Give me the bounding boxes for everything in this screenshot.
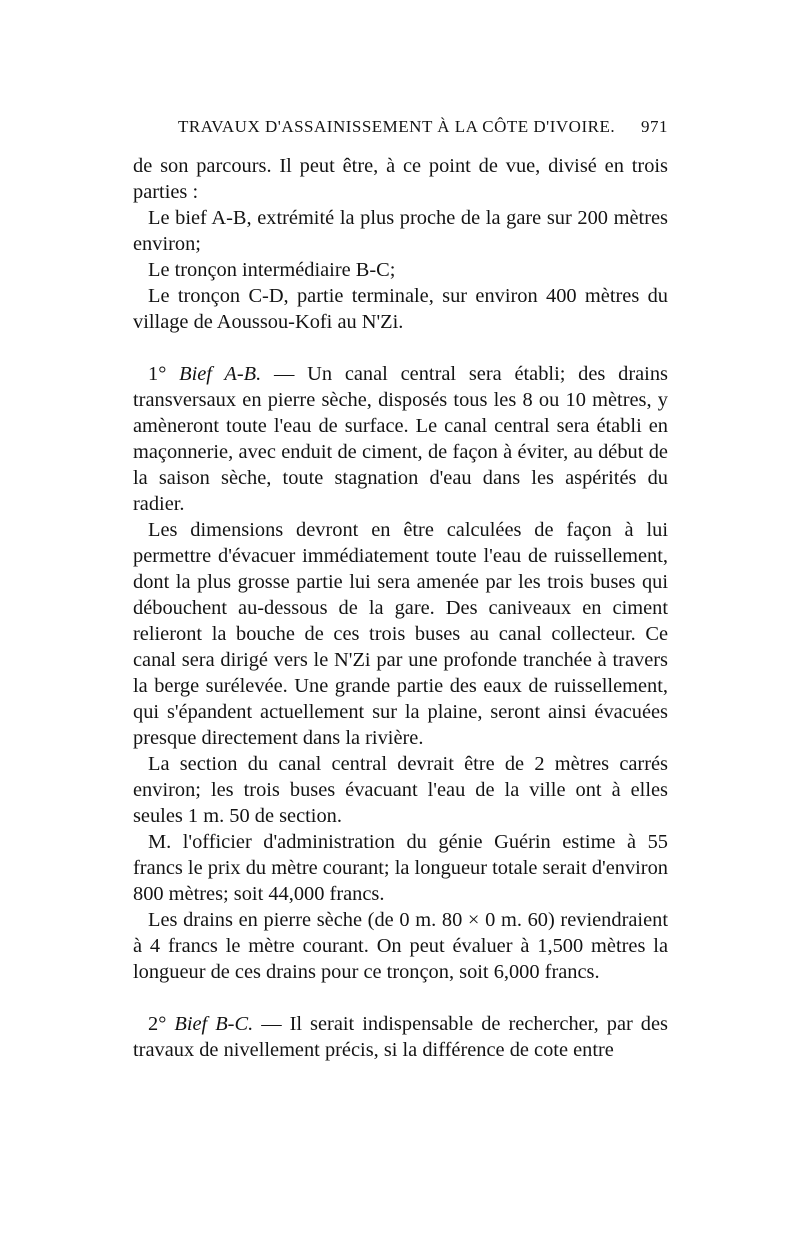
paragraph: de son parcours. Il peut être, à ce point de vue, divisé en trois parties :	[133, 155, 668, 203]
paragraph: Les drains en pierre sèche (de 0 m. 80 × 0 m. 60) reviendraient à 4 francs le mètre courant. On peut évaluer à 1,500 mètres la longueur de ces drains pour ce tronçon, soit 6,000 francs.	[133, 909, 668, 983]
paragraph: Le tronçon C-D, partie terminale, sur environ 400 mètres du village de Aoussou-Kofi au N'Zi.	[133, 285, 668, 333]
paragraph: Les dimensions devront en être calculées de façon à lui permettre d'évacuer immédiatement toute l'eau de ruissellement, dont la plus grosse partie lui sera amenée par les trois buses qui débouchent au-dessous de la gare. Des caniveaux en ciment relieront la bouche de ces trois buses au canal collecteur. Ce canal sera dirigé vers le N'Zi par une profonde tranchée à travers la berge surélevée. Une grande partie des eaux de ruissellement, qui s'épandent actuellement sur la plaine, seront ainsi évacuées presque directement dans la rivière.	[133, 519, 668, 749]
page-number: 971	[641, 117, 668, 136]
paragraph: Le bief A-B, extrémité la plus proche de la gare sur 200 mètres environ;	[133, 207, 668, 255]
running-header	[178, 117, 668, 137]
section-number: 1°	[148, 363, 167, 385]
section-text: — Il serait indispensable de rechercher, par des travaux de nivellement précis, si la différence de cote entre	[133, 1013, 668, 1061]
section-bief-a-b	[133, 361, 668, 517]
section-heading: Bief B-C.	[174, 1013, 254, 1035]
section-number: 2°	[148, 1013, 167, 1035]
paragraph: Le tronçon intermédiaire B-C;	[148, 259, 396, 281]
page-body	[133, 153, 668, 1063]
section-heading: Bief A-B.	[179, 363, 262, 385]
section-bief-b-c	[133, 1011, 668, 1063]
running-title: TRAVAUX D'ASSAINISSEMENT À LA CÔTE D'IVOIRE.	[178, 117, 616, 136]
section-text: — Un canal central sera établi; des drains transversaux en pierre sèche, disposés tous les 8 ou 10 mètres, y amèneront toute l'eau de surface. Le canal central sera établi en maçonnerie, avec enduit de ciment, de façon à éviter, au début de la saison sèche, toute stagnation d'eau dans les aspérités du radier.	[133, 363, 668, 515]
paragraph: La section du canal central devrait être de 2 mètres carrés environ; les trois buses évacuant l'eau de la ville ont à elles seules 1 m. 50 de section.	[133, 753, 668, 827]
paragraph: M. l'officier d'administration du génie Guérin estime à 55 francs le prix du mètre courant; la longueur totale serait d'environ 800 mètres; soit 44,000 francs.	[133, 831, 668, 905]
